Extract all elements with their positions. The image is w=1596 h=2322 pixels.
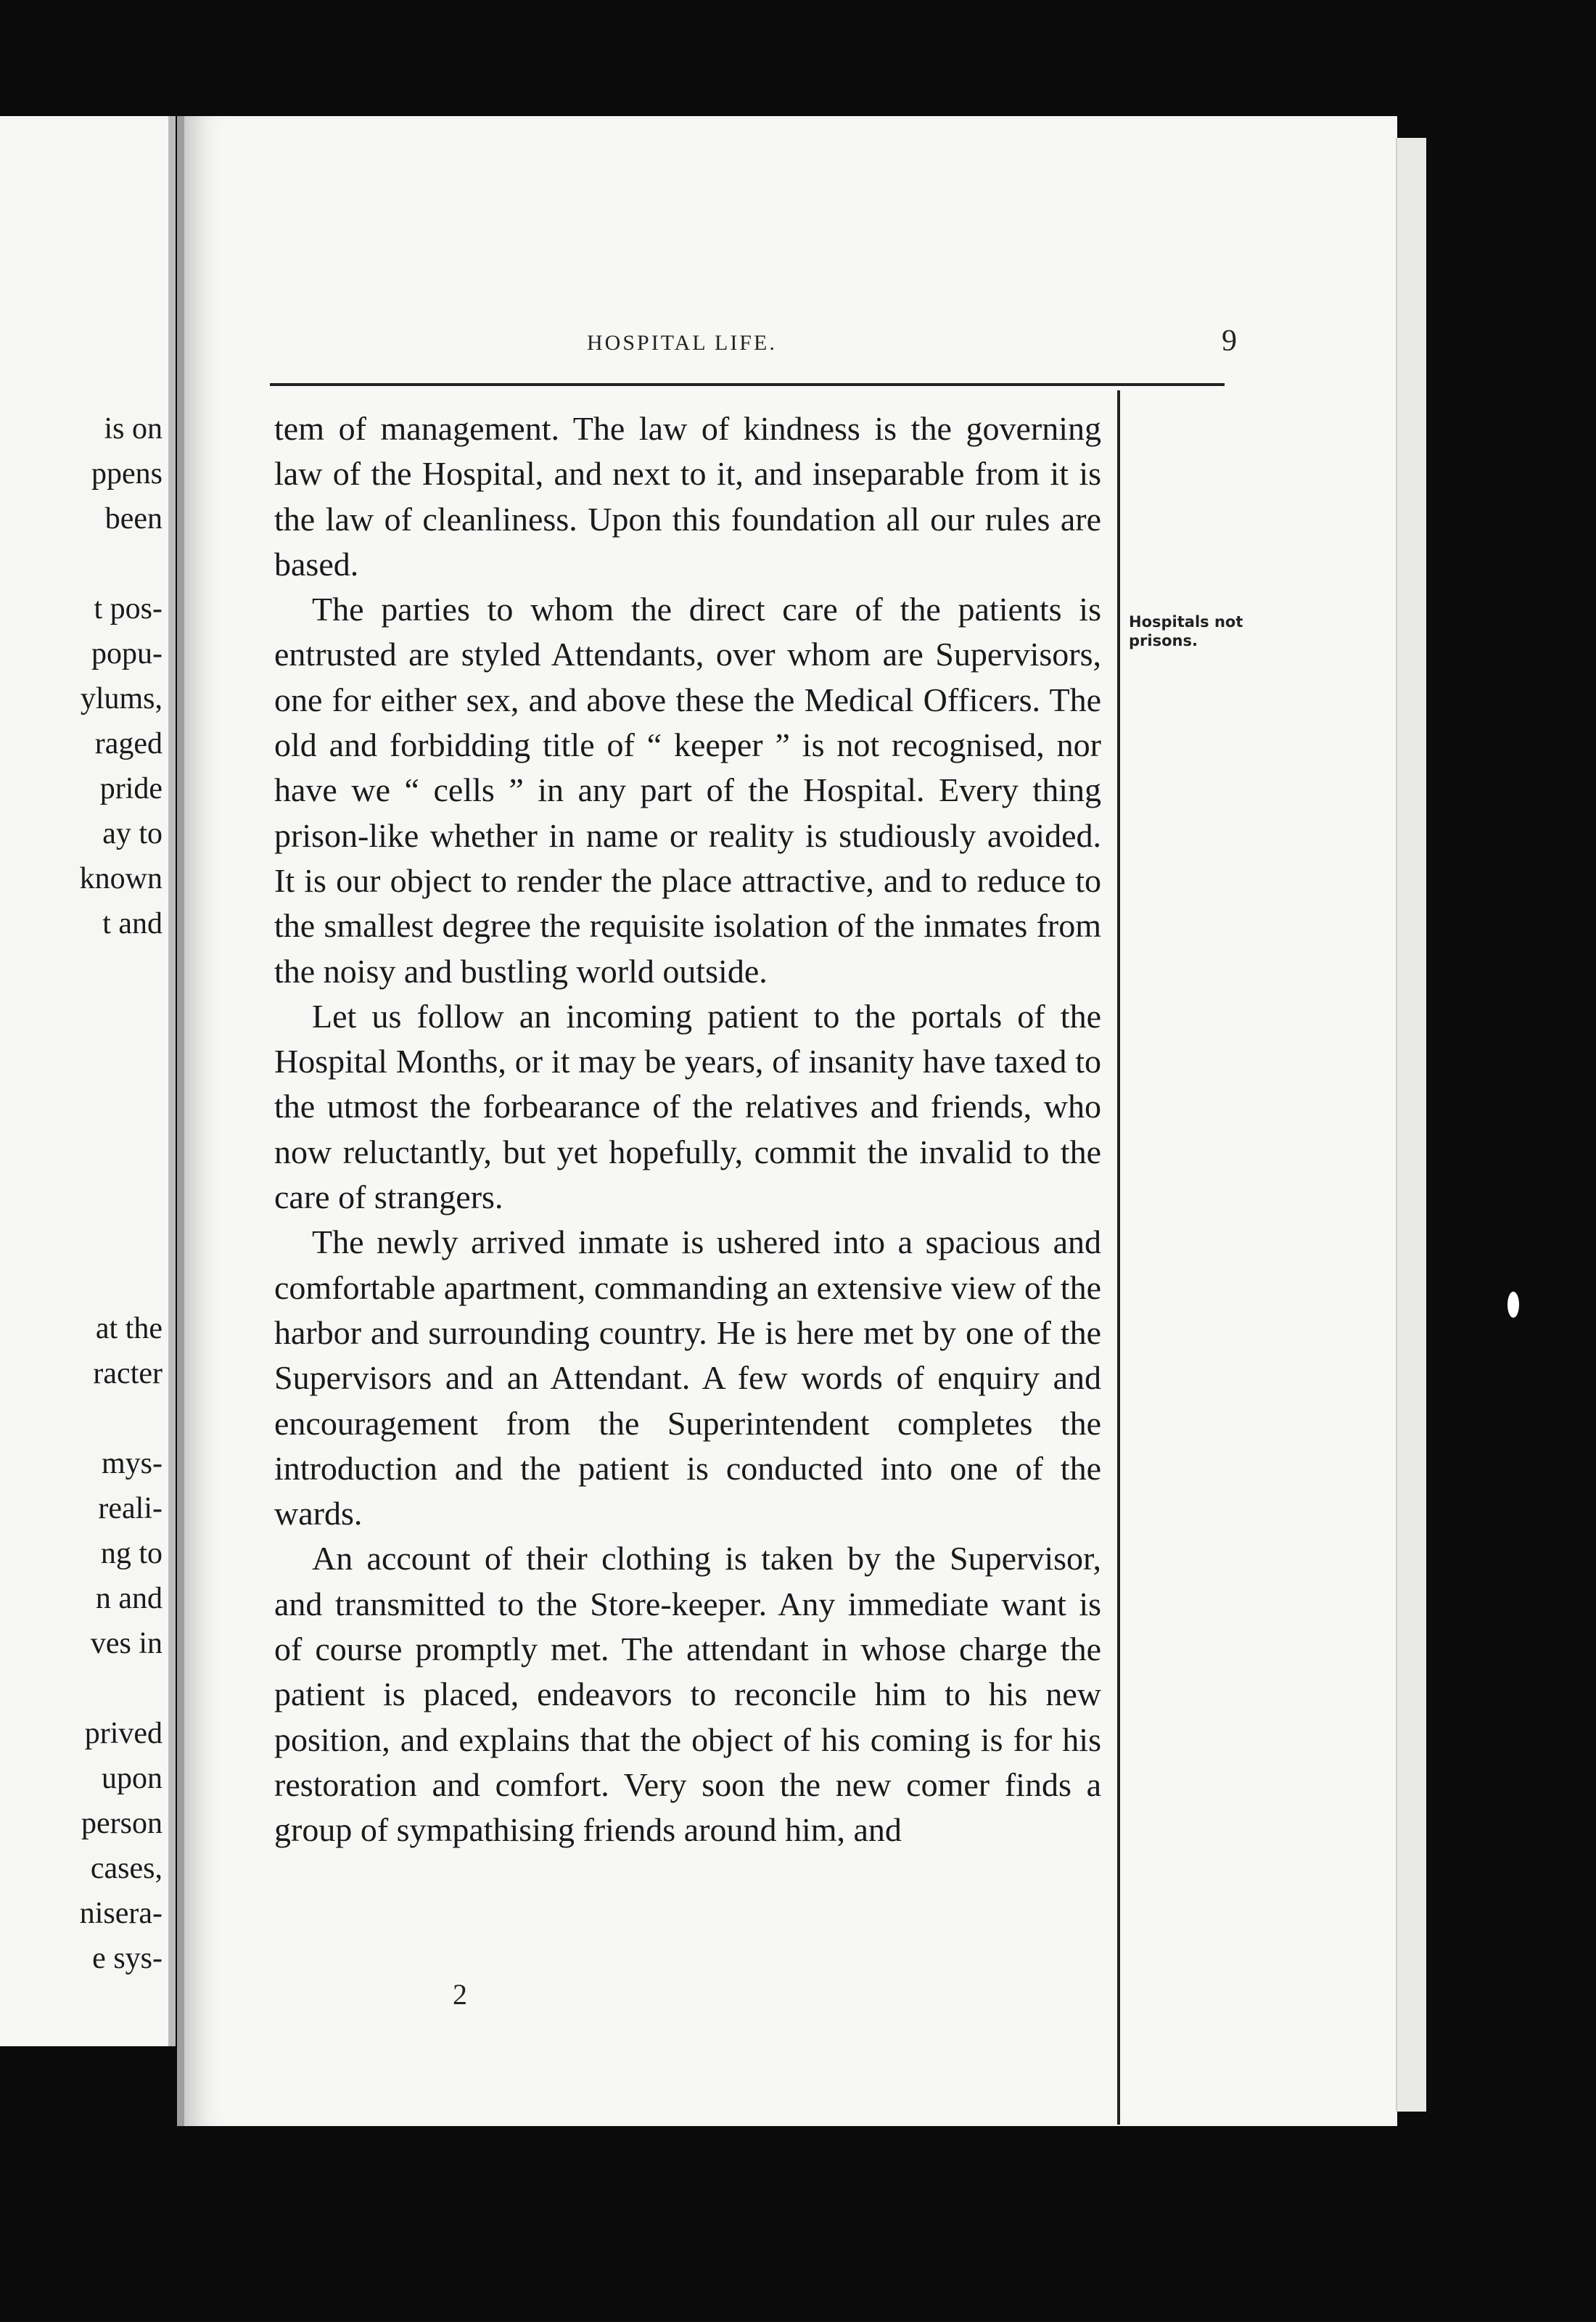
previous-page-line <box>0 1036 163 1081</box>
previous-page-line <box>0 541 163 586</box>
signature-mark: 2 <box>453 1978 467 2011</box>
previous-page-line: at the <box>95 1312 163 1345</box>
previous-page-line: ves in <box>90 1627 163 1660</box>
previous-page-line: cases, <box>90 1852 163 1885</box>
film-speck <box>1507 1292 1519 1318</box>
previous-page-line: ylums, <box>80 682 163 715</box>
running-title: HOSPITAL LIFE. <box>587 331 777 355</box>
previous-page-fragment <box>0 116 176 2046</box>
previous-page-line: racter <box>93 1357 163 1390</box>
paragraph-3: Let us follow an incoming patient to the portals of the Hospital Months, or it may be years, of insanity have taxed to the utmost the forbearance of the relatives and friends, who now reluctantly, but yet hopefully, commit the invalid to the care of strangers. <box>274 997 1101 1216</box>
paragraph-2: The parties to whom the direct care of the patients is entrusted are styled Attendants, over whom are Supervisors, one for either sex, and above these the Medical Officers. The old and forbidding title of “ keeper ” is not recognised, nor have we “ cells ” in any part of the Hospital. Every thing prison-like whether in name or reality is studiously avoided. It is our object to render the place attractive, and to reduce to the smallest degree the requisite isolation of the inmates from the noisy and bustling world outside. <box>274 591 1101 990</box>
previous-page-line: prived <box>84 1717 163 1750</box>
paragraph-1: tem of management. The law of kindness is the governing law of the Hospital, and next to it, and inseparable from it is the law of cleanliness. Upon this foundation all our rules are based. <box>274 410 1101 583</box>
previous-page-line: pride <box>99 772 163 805</box>
previous-page-line <box>0 1396 163 1441</box>
head-rule <box>270 383 1225 386</box>
body-text <box>274 406 1101 1853</box>
margin-rule <box>1117 390 1120 2125</box>
previous-page-line <box>0 1171 163 1216</box>
previous-page-line: person <box>81 1807 163 1840</box>
previous-page-line: t and <box>102 907 163 940</box>
previous-page-line <box>0 1261 163 1306</box>
previous-page-line <box>0 946 163 991</box>
previous-page-line: upon <box>102 1762 163 1795</box>
previous-page-line: known <box>79 862 163 895</box>
previous-page-line: reali- <box>98 1492 163 1525</box>
previous-page-line <box>0 1216 163 1261</box>
previous-page-line: ng to <box>100 1537 163 1570</box>
previous-page-line <box>0 991 163 1036</box>
previous-page-line <box>0 1081 163 1126</box>
previous-page-line: nisera- <box>79 1897 163 1930</box>
previous-page-line <box>0 1666 163 1711</box>
paragraph-4: The newly arrived inmate is ushered into a spacious and comfortable apartment, commanding an extensive view of the harbor and surrounding country. He is here met by one of the Supervisors and an Attendant. A few words of enquiry and encouragement from the Superintendent completes the introduction and the patient is conducted into one of the wards. <box>274 1223 1101 1533</box>
previous-page-line: been <box>104 502 163 536</box>
previous-page-line <box>0 1126 163 1171</box>
page-number: 9 <box>1222 324 1237 358</box>
previous-page-lines <box>0 406 163 1981</box>
previous-page-line: ppens <box>91 457 163 491</box>
previous-page-line: mys- <box>102 1447 163 1480</box>
previous-page-line: popu- <box>91 637 163 670</box>
previous-page-line: is on <box>104 412 163 446</box>
previous-page-line: ay to <box>102 817 163 850</box>
running-head <box>184 324 1389 367</box>
previous-page-line: e sys- <box>92 1942 163 1975</box>
previous-page-line: raged <box>94 727 163 760</box>
paragraph-5: An account of their clothing is taken by the Supervisor, and transmitted to the Store-keeper. Any immediate want is of course promptly met. The attendant in whose charge the patient is placed, endeavors to reconcile him to his new position, and explains that the object of his coming is for his restoration and comfort. Very soon the new comer finds a group of sympathising friends around him, and <box>274 1540 1101 1849</box>
margin-note: Hospitals not prisons. <box>1129 613 1243 649</box>
page-edge <box>1396 138 1426 2112</box>
previous-page-line: t pos- <box>94 592 163 625</box>
previous-page-line: n and <box>95 1582 163 1615</box>
book-page <box>177 116 1397 2126</box>
